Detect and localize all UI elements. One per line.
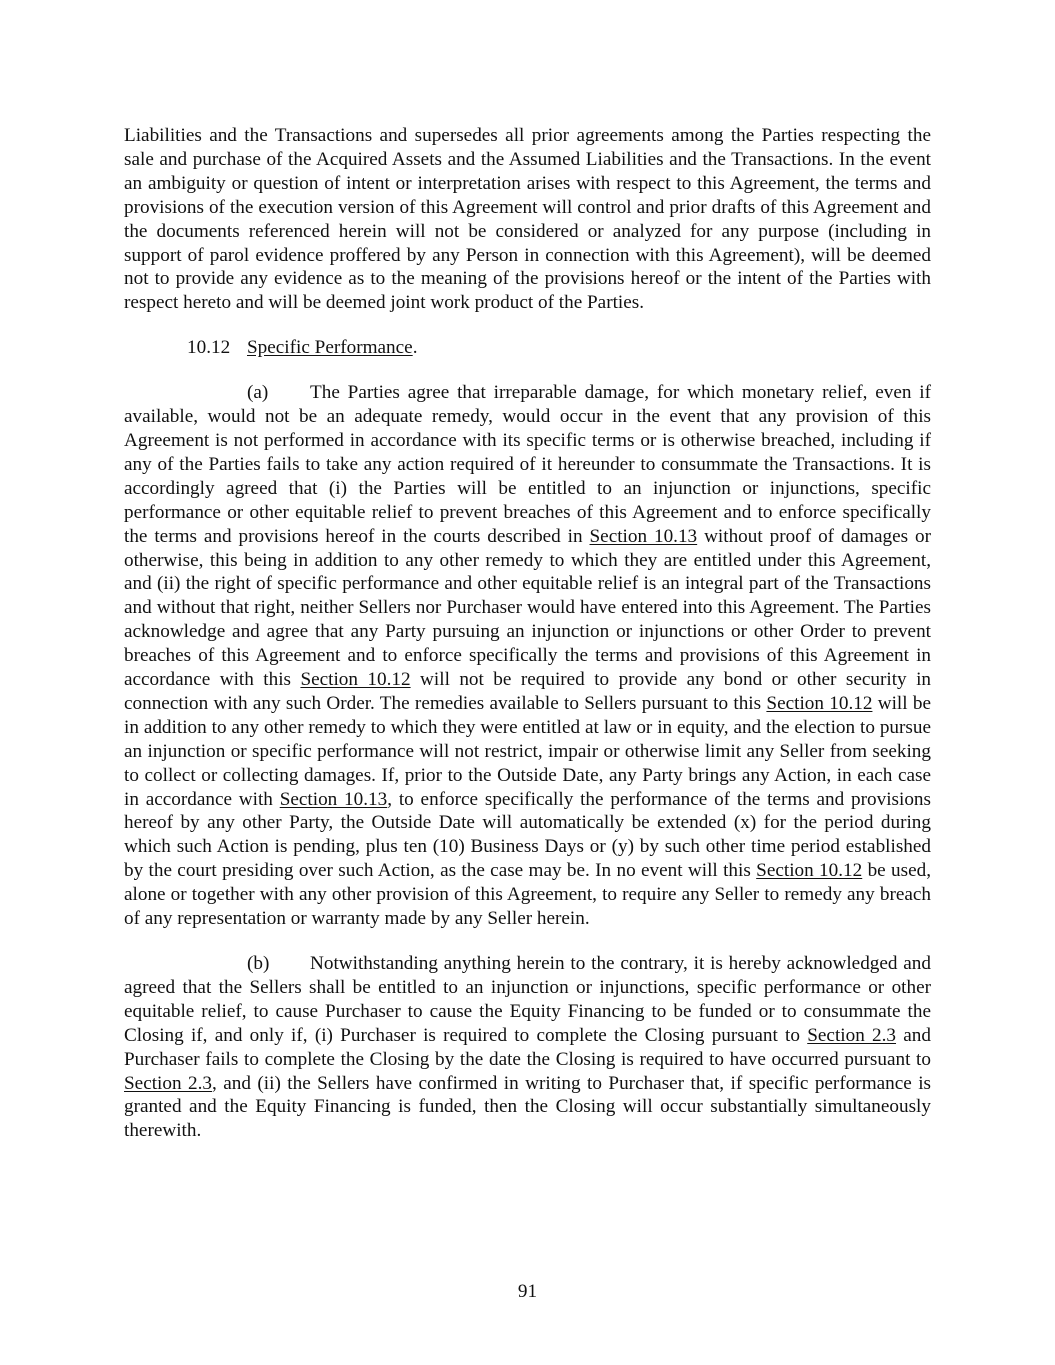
- section-heading: [124, 336, 931, 360]
- section-title-period: .: [412, 337, 418, 359]
- subsection-a-text-6: be used, alone or together with any other provision of this Agreement, to require any Seller to remedy any breach of any representation or warranty made by any Seller herein.: [124, 860, 931, 930]
- subsection-b-text-3: , and (ii) the Sellers have confirmed in writing to Purchaser that, if specific performance is granted and the Equity Financing is funded, then the Closing will occur substantially simultaneously therewith.: [124, 1072, 932, 1142]
- cross-reference-section-2-3: Section 2.3: [124, 1072, 212, 1094]
- section-title: Specific Performance: [247, 337, 413, 359]
- subsection-a-label: (a): [247, 382, 269, 404]
- subsection-a-text-5: , to enforce specifically the performance of the terms and provisions hereof by any other Party, the Outside Date will automatically be extended (x) for the period during which such Action is pending, plus ten (10) Business Days or (y) by such other time period established by the court presiding over such Action, as the case may be. In no event will this: [124, 788, 931, 882]
- page-number: 91: [517, 1281, 538, 1302]
- subsection-a: [124, 381, 931, 931]
- cross-reference-section-2-3: Section 2.3: [807, 1024, 897, 1046]
- subsection-b-text-1: Notwithstanding anything herein to the contrary, it is hereby acknowledged and agreed that the Sellers shall be entitled to an injunction or injunctions, specific performance or other equitable relief, to cause Purchaser to cause the Equity Financing to be funded or to consummate the Closing if, and only if, (i) Purchaser is required to complete the Closing pursuant to: [124, 953, 931, 1046]
- subsection-b: [124, 952, 931, 1143]
- cross-reference-section-10-13: Section 10.13: [589, 525, 698, 547]
- subsection-b-text-2: and Purchaser fails to complete the Closing by the date the Closing is required to have occurred pursuant to: [124, 1024, 931, 1070]
- subsection-a-text-4: will be in addition to any other remedy to which they were entitled at law or in equity, and the election to pursue an injunction or specific performance will not restrict, impair or otherwise limit any Seller from seeking to collect or collecting damages. If, prior to the Outside Date, any Party brings any Action, in each case in accordance with: [124, 692, 931, 810]
- subsection-a-text-2: without proof of damages or otherwise, this being in addition to any other remedy to which they are entitled under this Agreement, and (ii) the right of specific performance and other equitable relief is an integral part of the Transactions and without that right, neither Sellers nor Purchaser would have entered into this Agreement. The Parties acknowledge and agree that any Party pursuing an injunction or injunctions or other Order to prevent breaches of this Agreement and to enforce specifically the terms and provisions of this Agreement in accordance with this: [124, 525, 931, 691]
- cross-reference-section-10-12: Section 10.12: [300, 669, 411, 691]
- cross-reference-section-10-13: Section 10.13: [279, 788, 388, 810]
- paragraph-entire-agreement-continued: Liabilities and the Transactions and supersedes all prior agreements among the Parties respecting the sale and purchase of the Acquired Assets and the Assumed Liabilities and the Transactions. In the event an ambiguity or question of intent or interpretation arises with respect to this Agreement, the terms and provisions of the execution version of this Agreement will control and prior drafts of this Agreement and the documents referenced herein will not be considered or analyzed for any purpose (including in support of parol evidence proffered by any Person in connection with this Agreement), will be deemed not to provide any evidence as to the meaning of the provisions hereof or the intent of the Parties with respect hereto and will be deemed joint work product of the Parties.: [124, 125, 931, 314]
- document-page: [124, 124, 931, 1143]
- subsection-b-label: (b): [247, 953, 270, 974]
- section-number: 10.12: [187, 337, 231, 359]
- subsection-a-text-3: will not be required to provide any bond or other security in connection with any such Order. The remedies available to Sellers pursuant to this: [124, 669, 931, 714]
- subsection-a-text-1: The Parties agree that irreparable damage, for which monetary relief, even if available, would not be an adequate remedy, would occur in the event that any provision of this Agreement is not performed in accordance with its specific terms or is otherwise breached, including if any of the Parties fails to take any action required of it hereunder to consummate the Transactions. It is accordingly agreed that (i) the Parties will be entitled to an injunction or injunctions, specific performance or other equitable relief to prevent breaches of this Agreement and to enforce specifically the terms and provisions hereof in the courts described in: [124, 382, 931, 547]
- cross-reference-section-10-12: Section 10.12: [756, 860, 863, 882]
- cross-reference-section-10-12: Section 10.12: [766, 692, 873, 714]
